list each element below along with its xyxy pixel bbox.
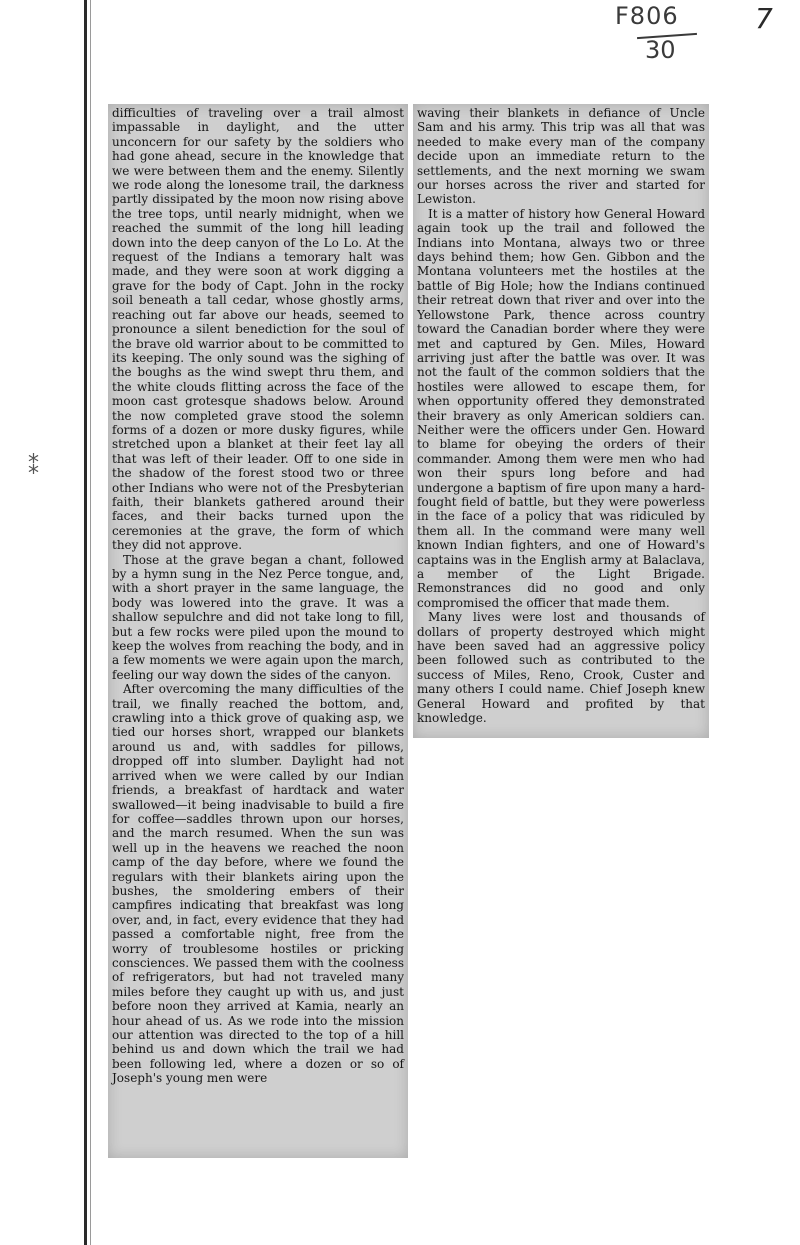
archive-code: F806 [615, 2, 679, 30]
paragraph: Many lives were lost and thousands of dollars of property destroyed which might have been saved had an aggressive policy been followed such as contributed to the success of Miles, Reno, Crook, Custer and many others I could name. Chief Joseph knew General Howard and profited by that knowledge. [417, 610, 705, 726]
paragraph: After overcoming the many difficulties of the trail, we finally reached the bottom, and, crawling into a thick grove of quaking asp, we tied our horses short, wrapped our blankets around us and, with saddles for pillows, dropped off into slumber. Daylight had not arrived when we were called by our Indian friends, a breakfast of hardtack and water swallowed—it being inadvisable to build a fire for coffee—saddles thrown upon our horses, and the march resumed. When the sun was well up in the heavens we reached the noon camp of the day before, where we found the regulars with their blankets airing upon the bushes, the smoldering embers of their campfires indicating that breakfast was long over, and, in fact, every evidence that they had passed a comfortable night, free from the worry of troublesome hostiles or pricking consciences. We passed them with the coolness of refrigerators, but had not traveled many miles before they caught up with us, and just before noon they arrived at Kamia, nearly an hour ahead of us. As we rode into the mission our attention was directed to the top of a hill behind us and down which the trail we had been following led, where a dozen or so of Joseph's young men were [112, 682, 404, 1086]
paragraph: Those at the grave began a chant, followed by a hymn sung in the Nez Perce tongue, and, with a short prayer in the same language, the body was lowered into the grave. It was a shallow sepulchre and did not take long to fill, but a few rocks were piled upon the mound to keep the wolves from reaching the body, and in a few moments we were again upon the march, feeling our way down the sides of the canyon. [112, 552, 404, 682]
article-right-column [417, 106, 705, 725]
archive-note [615, 2, 725, 64]
binding-edge [84, 0, 87, 1245]
article-left-column [112, 106, 404, 1086]
paragraph: difficulties of traveling over a trail almost impassable in daylight, and the utter unconcern for our safety by the soldiers who had gone ahead, secure in the knowledge that we were between them and the enemy. Silently we rode along the lonesome trail, the darkness partly dissipated by the moon now rising above the tree tops, until nearly midnight, when we reached the summit of the long hill leading down into the deep canyon of the Lo Lo. At the request of the Indians a temorary halt was made, and they were soon at work digging a grave for the body of Capt. John in the rocky soil beneath a tall cedar, whose ghostly arms, reaching out far above our heads, seemed to pronounce a silent benediction for the soul of the brave old warrior about to be committed to its keeping. The only sound was the sighing of the boughs as the wind swept thru them, and the white clouds flitting across the face of the moon cast grotesque shadows below. Around the now completed grave stood the solemn forms of a dozen or more dusky figures, while stretched upon a blanket at their feet lay all that was left of their leader. Off to one side in the shadow of the forest stood two or three other Indians who were not of the Presbyterian faith, their blankets gathered around their faces, and their backs turned upon the ceremonies at the grave, the form of which they did not approve. [112, 106, 404, 553]
archive-number: 30 [645, 36, 676, 64]
paragraph: It is a matter of history how General Howard again took up the trail and followed the Indians into Montana, always two or three days behind them; how Gen. Gibbon and the Montana volunteers met the hostiles at the battle of Big Hole; how the Indians continued their retreat down that river and over into the Yellowstone Park, thence across country toward the Canadian border where they were met and captured by Gen. Miles, Howard arriving just after the battle was over. It was not the fault of the common soldiers that the hostiles were allowed to escape them, for when opportunity offered they demonstrated their bravery as only American soldiers can. Neither were the officers under Gen. Howard to blame for obeying the orders of their commander. Among them were men who had won their spurs long before and had undergone a baptism of fire upon many a hard-fought field of battle, but they were powerless in the face of a policy that was ridiculed by them all. In the command were many well known Indian fighters, and one of Howard's captains was in the English army at Balaclava, a member of the Light Brigade. Remonstrances did no good and only compromised the officer that made them. [417, 206, 705, 610]
binding-edge-line [90, 0, 91, 1245]
paragraph: waving their blankets in defiance of Uncle Sam and his army. This trip was all that was needed to make every man of the company decide upon an immediate return to the settlements, and the next morning we swam our horses across the river and started for Lewiston. [417, 106, 705, 207]
page-number: 7 [755, 2, 773, 35]
margin-mark: ⁑ [28, 455, 39, 480]
